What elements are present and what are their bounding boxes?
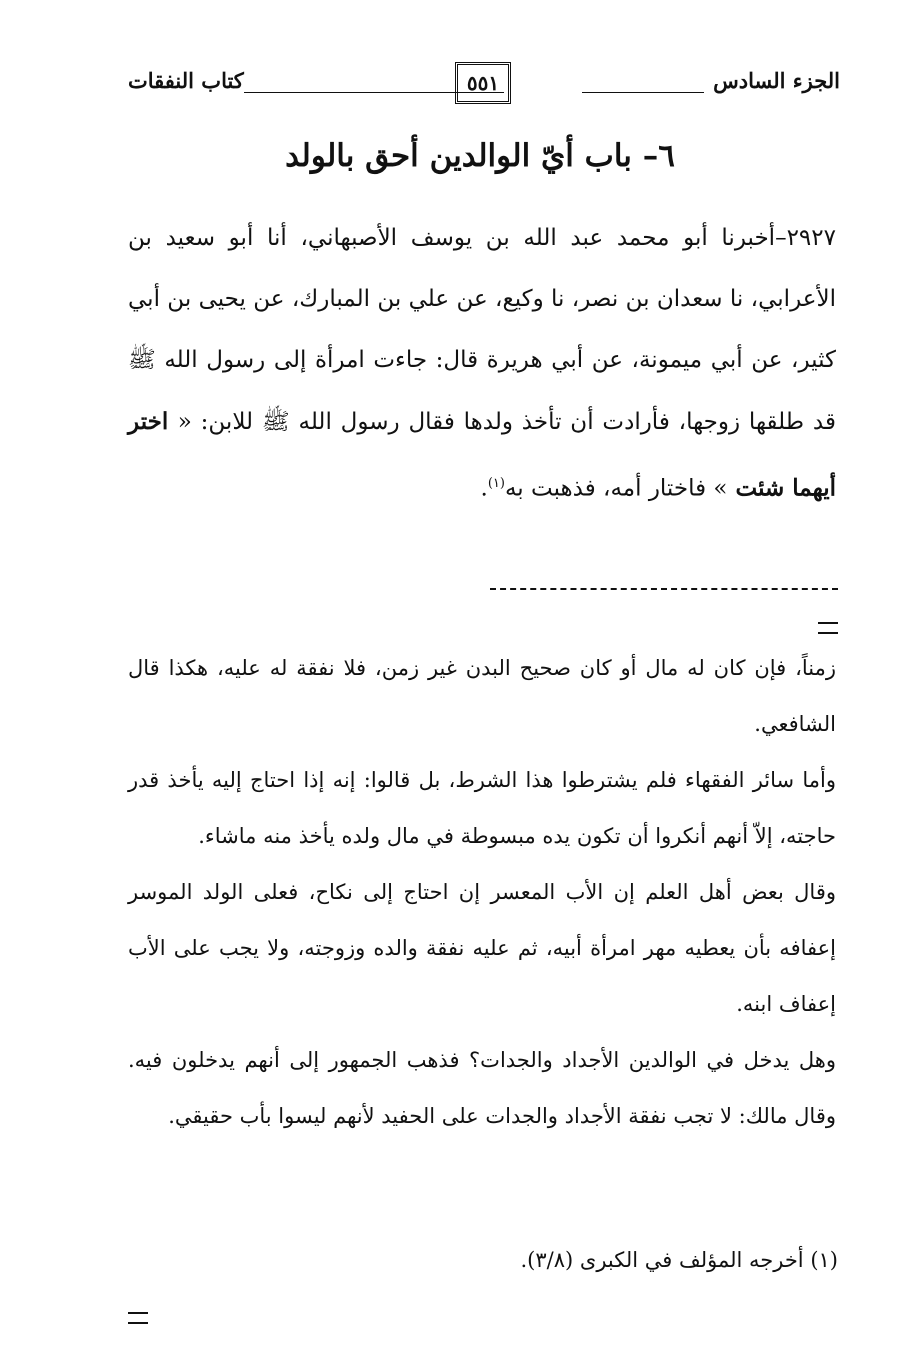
- hadith-quote: اختر أيهما شئت: [128, 408, 836, 502]
- hadith-text: [128, 208, 836, 520]
- notes-separator: [490, 588, 838, 590]
- chapter-title: ٦– باب أيّ الوالدين أحق بالولد: [285, 138, 675, 174]
- book-label: كتاب النفقات: [128, 68, 244, 93]
- footnote-1: (١) أخرجه المؤلف في الكبرى (٣/٨).: [520, 1248, 838, 1272]
- header-rule-right: [582, 92, 704, 93]
- header-rule-left: [244, 92, 504, 93]
- continuation-mark-top: [818, 622, 838, 634]
- page-number: ٥٥١: [455, 62, 511, 104]
- hadith-ending: » فاختار أمه، فذهبت به: [504, 475, 728, 502]
- hadith-period: .: [480, 475, 488, 502]
- volume-label: الجزء السادس: [713, 68, 840, 93]
- note-paragraph: زمناً، فإن كان له مال أو كان صحيح البدن غير زمن، فلا نفقة له عليه، هكذا قال الشافعي.: [128, 656, 836, 736]
- footnote-continuation: [128, 640, 836, 1144]
- note-paragraph: وهل يدخل في الوالدين الأجداد والجدات؟ فذهب الجمهور إلى أنهم يدخلون فيه. وقال مالك: لا تجب نفقة الأجداد والجدات على الحفيد لأنهم ليسوا بأب حقيقي.: [128, 1048, 836, 1128]
- hadith-isnad: ٢٩٢٧–أخبرنا أبو محمد عبد الله بن يوسف الأصبهاني، أنا أبو سعيد بن الأعرابي، نا سعدان بن نصر، نا وكيع، عن علي بن المبارك، عن يحيى بن أبي كثير، عن أبي ميمونة، عن أبي هريرة قال: جاءت امرأة إلى رسول الله ﷺ قد طلقها زوجها، فأرادت أن تأخذ ولدها فقال رسول الله ﷺ للابن: «: [128, 225, 836, 435]
- footnote-ref: (١): [487, 476, 505, 491]
- page-header: [128, 60, 840, 120]
- continuation-mark-bottom: [128, 1312, 148, 1324]
- note-paragraph: وقال بعض أهل العلم إن الأب المعسر إن احتاج إلى نكاح، فعلى الولد الموسر إعفافه بأن يعطيه مهر امرأة أبيه، ثم عليه نفقة والده وزوجته، ولا يجب على الأب إعفاف ابنه.: [128, 880, 836, 1016]
- note-paragraph: وأما سائر الفقهاء فلم يشترطوا هذا الشرط، بل قالوا: إنه إذا احتاج إليه يأخذ قدر حاجته، إلاّ أنهم أنكروا أن تكون يده مبسوطة في مال ولده يأخذ منه ماشاء.: [128, 768, 836, 848]
